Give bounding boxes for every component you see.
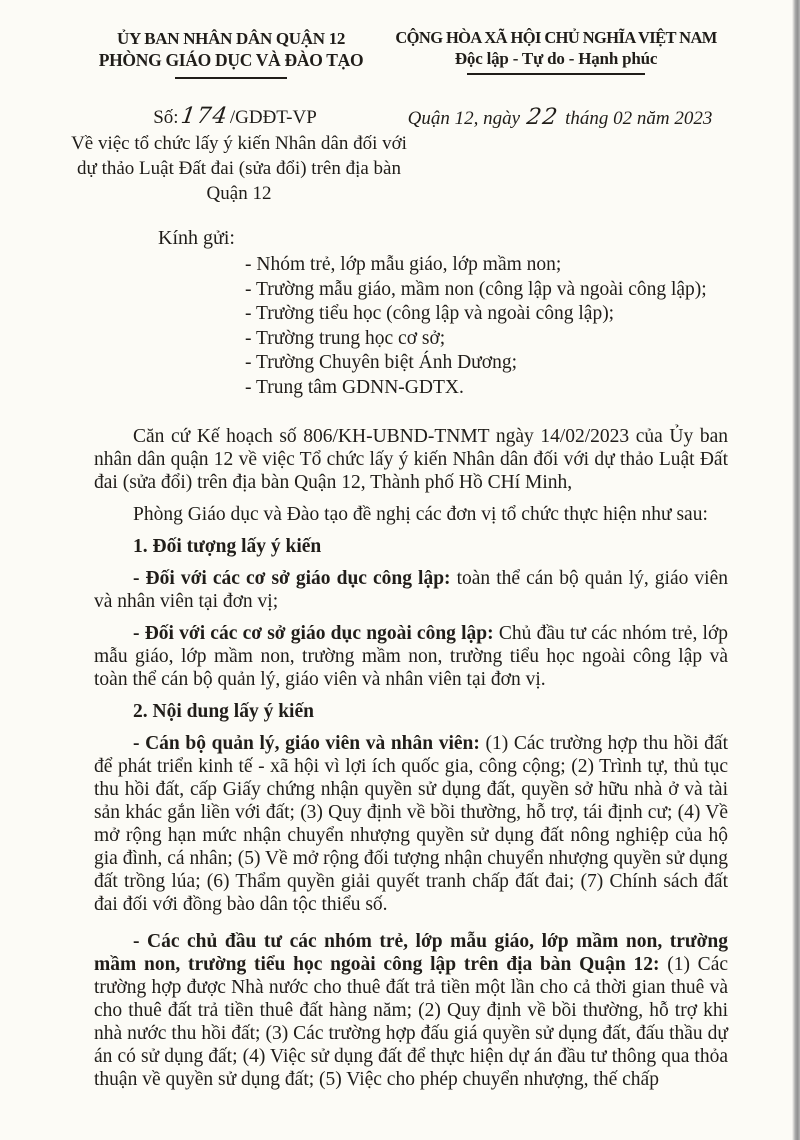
paragraph-private-schools-text: Chủ đầu tư các nhóm trẻ, lớp mẫu giáo, lớp mầm non, trường mầm non, trường tiểu học ngoài công lập và toàn thể cán bộ quản lý, giáo viên và nhân viên tại đơn vị. <box>94 622 729 690</box>
authority-underline <box>175 77 287 79</box>
date-suffix: tháng 02 năm 2023 <box>565 108 713 129</box>
document-body <box>94 425 728 1091</box>
recipient-item: - Trường trung học cơ sở; <box>245 327 446 349</box>
paragraph-investor-topics-lead: - Các chủ đầu tư các nhóm trẻ, lớp mẫu giáo, lớp mầm non, trường mầm non, trường tiểu học ngoài công lập trên địa bàn Quận 12: <box>94 930 728 975</box>
document-header <box>0 28 800 79</box>
authority-name: PHÒNG GIÁO DỤC VÀ ĐÀO TẠO <box>98 50 364 70</box>
date-block <box>400 105 720 206</box>
doc-number-handwritten: 174 <box>178 103 230 129</box>
recipient-item: - Trường mẫu giáo, mầm non (công lập và ngoài công lập); <box>245 278 707 300</box>
paragraph-private-schools-lead: - Đối với các cơ sở giáo dục ngoài công lập: <box>133 622 494 644</box>
motto-underline <box>467 73 645 75</box>
salutation: Kính gửi: <box>158 227 235 249</box>
paragraph-intro: Phòng Giáo dục và Đào tạo đề nghị các đơn vị tổ chức thực hiện như sau: <box>133 503 708 525</box>
paragraph-staff-topics-lead: - Cán bộ quản lý, giáo viên và nhân viên: <box>133 732 480 754</box>
paragraph-legal-basis: Căn cứ Kế hoạch số 806/KH-UBND-TNMT ngày 14/02/2023 của Ủy ban nhân dân quận 12 về việc Tổ chức lấy ý kiến Nhân dân đối với dự thảo Luật Đất đai (sửa đổi) trên địa bàn Quận 12, Thành phố Hồ CHí Minh, <box>94 425 728 493</box>
national-motto-block <box>392 28 720 79</box>
paragraph-staff-topics-text: (1) Các trường hợp thu hồi đất để phát triển kinh tế - xã hội vì lợi ích quốc gia, công cộng; (2) Trình tự, thủ tục thu hồi đất, cấp Giấy chứng nhận quyền sử dụng đất, quyền sở hữu nhà ở và tài sản khác gắn liền với đất; (3) Quy định về bồi thường, hỗ trợ, tái định cư; (4) Về mở rộng hạn mức nhận chuyển nhượng quyền sử dụng đất nông nghiệp của hộ gia đình, cá nhân; (5) Về mở rộng đối tượng nhận chuyển nhượng quyền sử dụng đất trồng lúa; (6) Thẩm quyền giải quyết tranh chấp đất đai; (7) Chính sách đất đai đối với đồng bào dân tộc thiểu số. <box>94 732 728 915</box>
scan-edge-artifact <box>792 0 800 1140</box>
national-motto: Độc lập - Tự do - Hạnh phúc <box>454 49 658 68</box>
doc-number-suffix: /GDĐT-VP <box>229 107 317 128</box>
authority-parent-name: ỦY BAN NHÂN DÂN QUẬN 12 <box>116 29 346 48</box>
document-number <box>70 105 400 129</box>
date-day-handwritten: 22 <box>524 104 561 130</box>
paragraph-private-schools <box>94 622 728 691</box>
issuing-authority-block <box>70 28 392 79</box>
date-prefix: Quận 12, ngày <box>407 108 521 129</box>
doc-number-block <box>70 103 407 206</box>
recipient-item: - Trung tâm GDNN-GDTX. <box>245 376 464 398</box>
paragraph-staff-topics <box>94 732 728 916</box>
section-1-heading: 1. Đối tượng lấy ý kiến <box>133 535 322 557</box>
paragraph-investor-topics-text: (1) Các trường hợp được Nhà nước cho thuê đất trả tiền một lần cho cả thời gian thuê và cho thuê đất trả tiền thuê đất hàng năm; (2) Quy định về bồi thường, hỗ trợ khi nhà nước thu hồi đất; (3) Các trường hợp đấu giá quyền sử dụng đất, đấu thầu dự án có sử dụng đất; (4) Việc sử dụng đất để thực hiện dự án đầu tư thông qua thỏa thuận về quyền sử dụng đất; (5) Việc cho phép chuyển nhượng, thế chấp <box>94 953 729 1090</box>
section-2-heading: 2. Nội dung lấy ý kiến <box>133 700 314 722</box>
date-line <box>400 105 720 131</box>
paragraph-public-schools-text: toàn thể cán bộ quản lý, giáo viên và nhân viên tại đơn vị; <box>94 567 728 612</box>
paragraph-investor-topics <box>94 930 728 1091</box>
doc-number-prefix: Số: <box>153 107 179 128</box>
document-meta <box>0 105 800 206</box>
recipient-item: - Trường Chuyên biệt Ánh Dương; <box>245 352 517 374</box>
paragraph-public-schools-lead: - Đối với các cơ sở giáo dục công lập: <box>133 567 451 589</box>
recipient-list <box>245 253 760 401</box>
paragraph-public-schools <box>94 567 728 613</box>
national-title: CỘNG HÒA XÃ HỘI CHỦ NGHĨA VIỆT NAM <box>395 28 717 47</box>
recipient-item: - Trường tiểu học (công lập và ngoài công lập); <box>245 303 615 325</box>
recipient-item: - Nhóm trẻ, lớp mẫu giáo, lớp mầm non; <box>245 254 562 275</box>
document-subject: Về việc tổ chức lấy ý kiến Nhân dân đối với dự thảo Luật Đất đai (sửa đổi) trên địa bàn Quận 12 <box>71 133 407 204</box>
